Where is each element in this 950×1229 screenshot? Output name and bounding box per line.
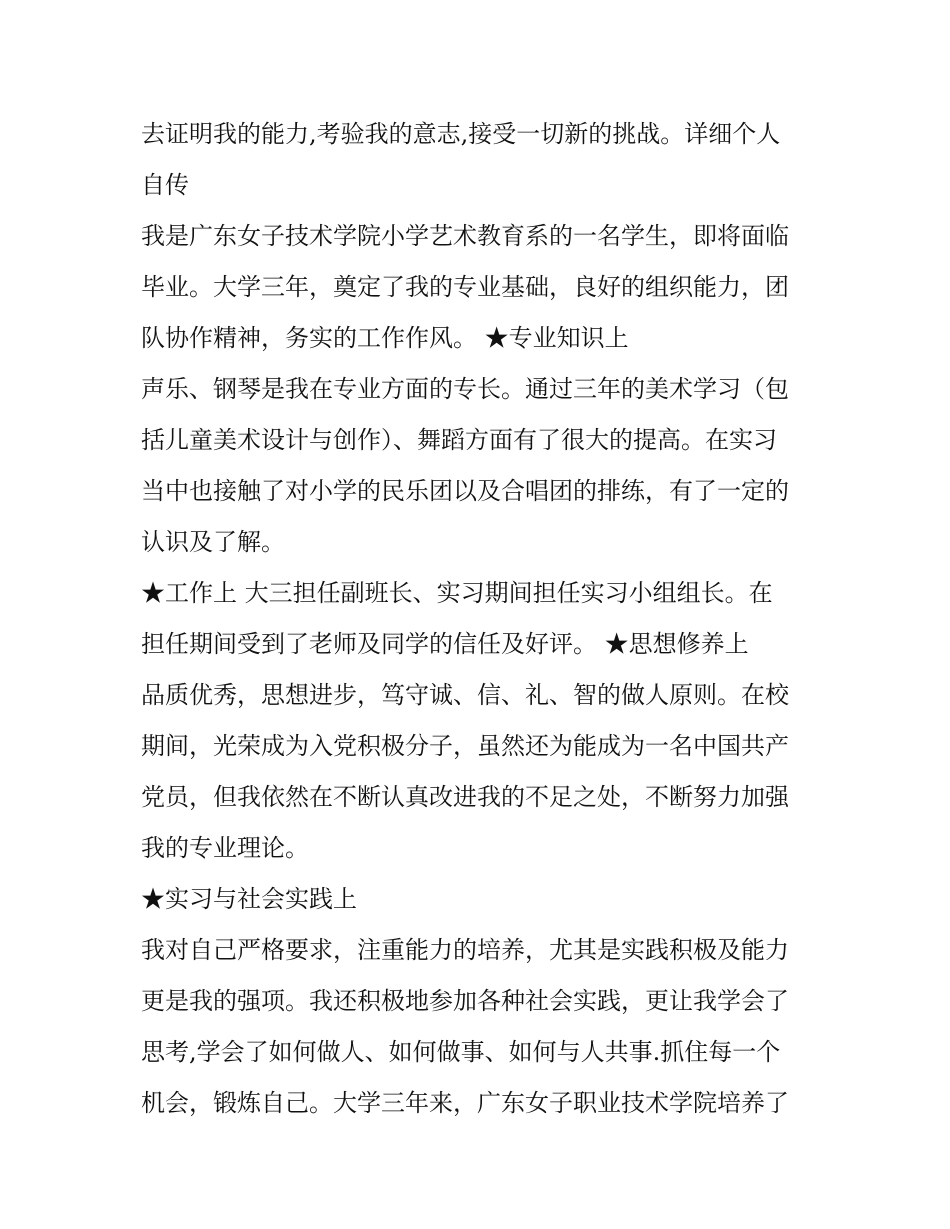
text-line: 认识及了解。 [141, 528, 285, 556]
text-line: 机会，锻炼自己。大学三年来，广东女子职业技术学院培养了 [141, 1089, 789, 1117]
text-line: 党员，但我依然在不断认真改进我的不足之处，不断努力加强 [141, 783, 789, 811]
text-line: 思考,学会了如何做人、如何做事、如何与人共事.抓住每一个 [141, 1038, 781, 1066]
text-line: 我的专业理论。 [141, 834, 309, 862]
document-body [141, 109, 821, 1129]
text-line: 队协作精神，务实的工作作风。 ★专业知识上 [141, 324, 629, 352]
section-title-autobiography: 自传 [141, 171, 189, 199]
text-line: 品质优秀，思想进步，笃守诚、信、礼、智的做人原则。在校 [141, 681, 789, 709]
text-line: 更是我的强项。我还积极地参加各种社会实践，更让我学会了 [141, 987, 789, 1015]
text-line: 担任期间受到了老师及同学的信任及好评。 ★思想修养上 [141, 630, 749, 658]
text-line: 声乐、钢琴是我在专业方面的专长。通过三年的美术学习（包 [141, 375, 789, 403]
text-line: 我对自己严格要求，注重能力的培养，尤其是实践积极及能力 [141, 936, 789, 964]
text-line: 当中也接触了对小学的民乐团以及合唱团的排练，有了一定的 [141, 477, 789, 505]
section-heading-practice: ★实习与社会实践上 [141, 885, 357, 913]
text-line: ★工作上 大三担任副班长、实习期间担任实习小组组长。在 [141, 579, 773, 607]
text-line: 我是广东女子技术学院小学艺术教育系的一名学生，即将面临 [141, 222, 789, 250]
text-line: 期间，光荣成为入党积极分子，虽然还为能成为一名中国共产 [141, 732, 789, 760]
text-line: 去证明我的能力,考验我的意志,接受一切新的挑战。详细个人 [141, 120, 781, 148]
text-line: 括儿童美术设计与创作）、舞蹈方面有了很大的提高。在实习 [141, 426, 777, 454]
text-line: 毕业。大学三年，奠定了我的专业基础，良好的组织能力，团 [141, 273, 789, 301]
